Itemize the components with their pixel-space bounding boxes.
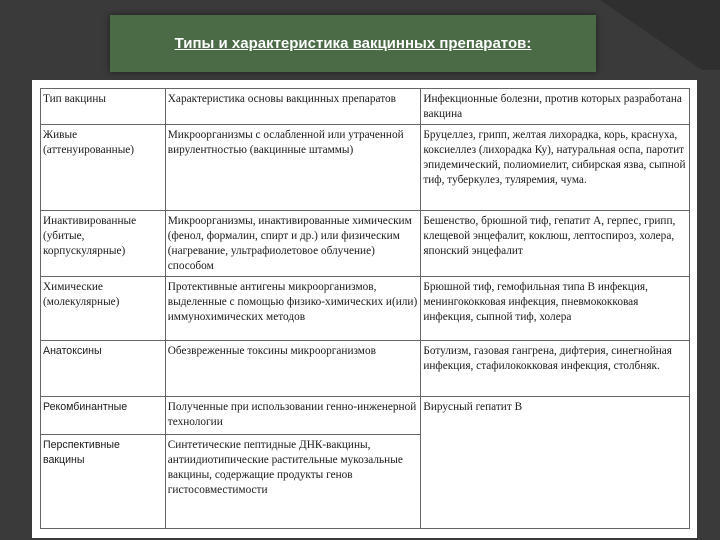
vaccine-table	[40, 88, 690, 529]
cell-characteristic: Микроорганизмы с ослабленной или утраченной вирулентностью (вакцинные штаммы)	[165, 125, 421, 211]
cell-type: Рекомбинантные	[41, 397, 166, 435]
cell-type: Инактивированные (убитые, корпускулярные)	[41, 211, 166, 277]
table-row	[41, 125, 690, 211]
cell-characteristic: Полученные при использовании генно-инженерной технологии	[165, 397, 421, 435]
cell-characteristic: Обезвреженные токсины микроорганизмов	[165, 341, 421, 397]
cell-type: Живые (аттенуированные)	[41, 125, 166, 211]
cell-type: Анатоксины	[41, 341, 166, 397]
corner-shade	[600, 0, 720, 70]
table-row	[41, 277, 690, 341]
cell-diseases: Бешенство, брюшной тиф, гепатит А, герпес, грипп, клещевой энцефалит, коклюш, лептоспироз, холера, японский энцефалит	[421, 211, 690, 277]
cell-characteristic: Синтетические пептидные ДНК-вакцины, антиидиотипические растительные мукозальные вакцины, содержащие продукты генов гистосовместимости	[165, 435, 421, 529]
cell-characteristic: Микроорганизмы, инактивированные химическим (фенол, формалин, спирт и др.) или физическим (нагревание, ультрафиолетовое облучение) способом	[165, 211, 421, 277]
header-cell-type: Тип вакцины	[41, 89, 166, 125]
title-banner	[110, 15, 596, 72]
cell-diseases: Ботулизм, газовая гангрена, дифтерия, синегнойная инфекция, стафилококковая инфекция, столбняк.	[421, 341, 690, 397]
table-row	[41, 211, 690, 277]
cell-type: Химические (молекулярные)	[41, 277, 166, 341]
cell-diseases: Вирусный гепатит В	[421, 397, 690, 529]
header-cell-characteristic: Характеристика основы вакцинных препаратов	[165, 89, 421, 125]
table-header-row	[41, 89, 690, 125]
table-row	[41, 341, 690, 397]
table-sheet	[32, 80, 697, 538]
cell-diseases: Бруцеллез, грипп, желтая лихорадка, корь, краснуха, коксиеллез (лихорадка Ку), натуральная оспа, паротит эпидемический, полиомиелит, сибирская язва, сыпной тиф, туберкулез, туляремия, чума.	[421, 125, 690, 211]
cell-characteristic: Протективные антигены микроорганизмов, выделенные с помощью физико-химических и(или) иммунохимических методов	[165, 277, 421, 341]
header-cell-diseases: Инфекционные болезни, против которых разработана вакцина	[421, 89, 690, 125]
table-row	[41, 397, 690, 435]
slide-title: Типы и характеристика вакцинных препаратов:	[174, 35, 532, 52]
cell-type: Перспективные вакцины	[41, 435, 166, 529]
cell-diseases: Брюшной тиф, гемофильная типа В инфекция, менингококковая инфекция, пневмококковая инфекция, сыпной тиф, холера	[421, 277, 690, 341]
